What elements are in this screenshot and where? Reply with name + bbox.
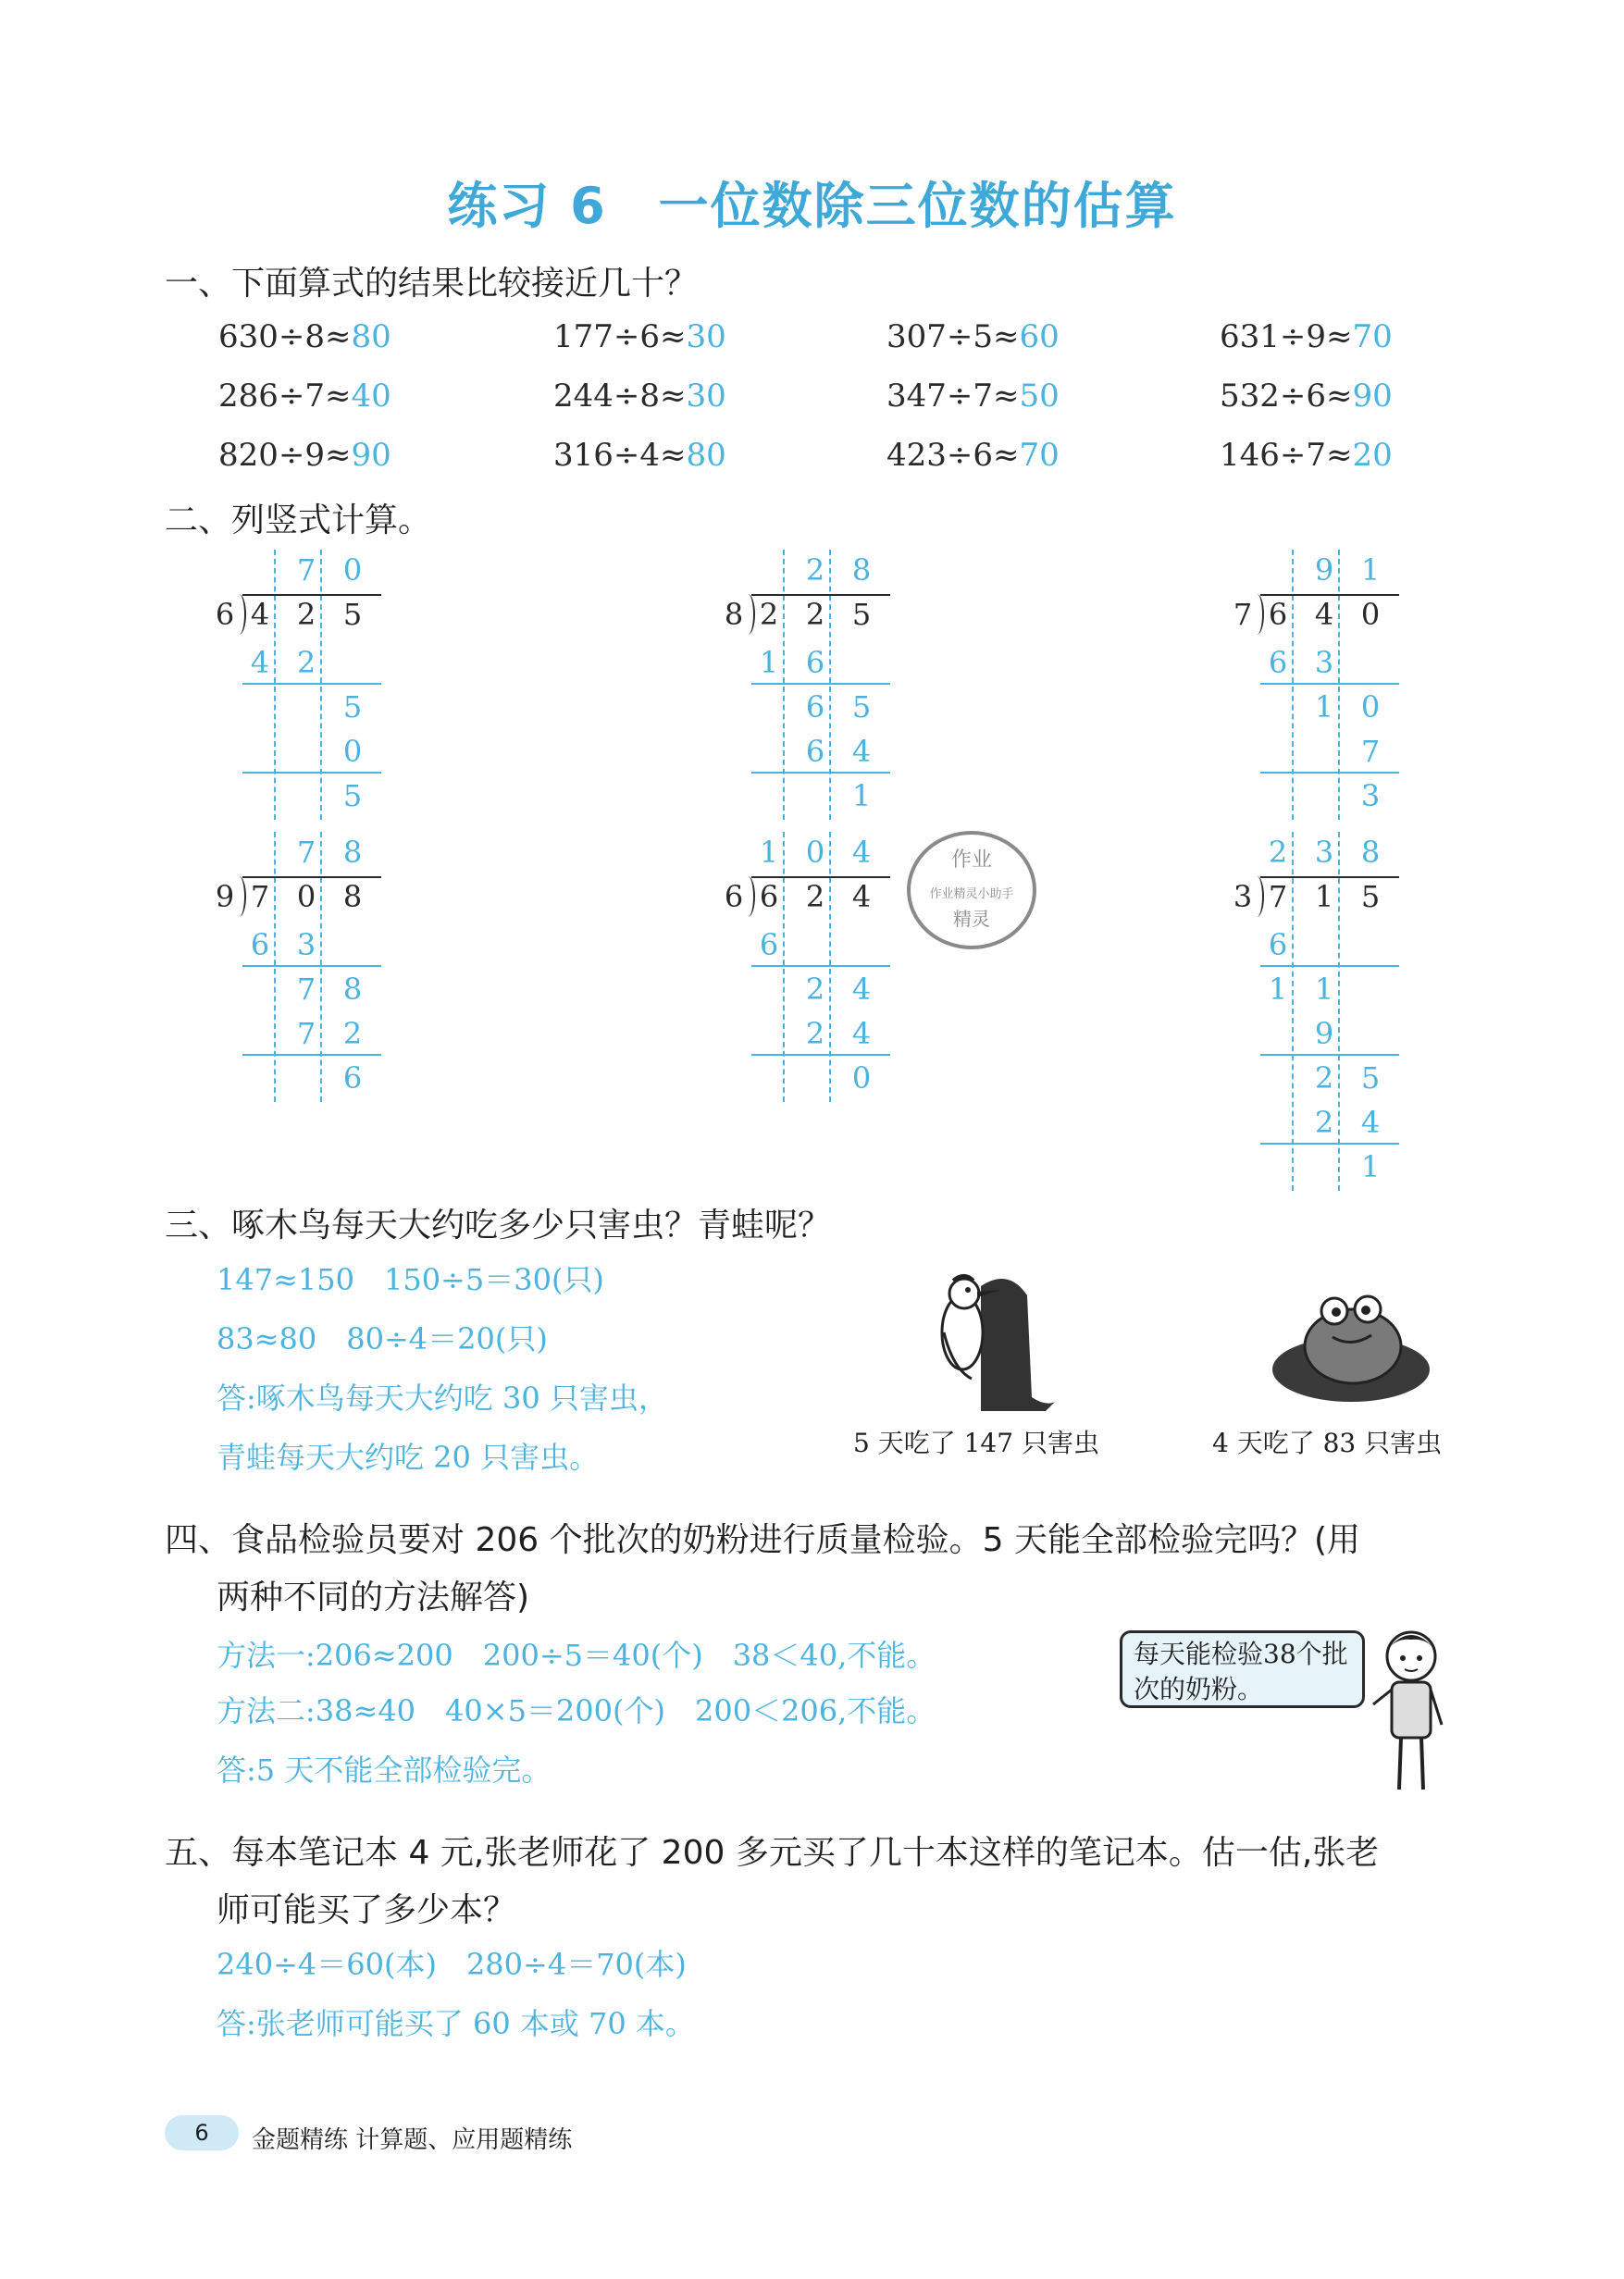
step-digit: 2 [805, 972, 825, 1007]
column-guide [829, 832, 831, 1102]
section-1-heading: 一、下面算式的结果比较接近几十？ [165, 265, 699, 303]
estimation-question: 631÷9≈ [1220, 318, 1353, 355]
estimation-question: 316÷4≈ [553, 437, 687, 474]
s3-answer-2: 青蛙每天大约吃 20 只害虫。 [217, 1440, 600, 1475]
estimation-answer: 80 [351, 318, 391, 355]
estimation-question: 146÷7≈ [1220, 437, 1353, 474]
stamp-text-top: 作业 [950, 848, 993, 872]
long-division [724, 553, 936, 833]
estimation-question: 820÷9≈ [218, 437, 352, 474]
estimation-answer: 30 [686, 318, 726, 355]
subtraction-line [751, 683, 890, 685]
column-guide [1292, 550, 1294, 820]
column-guide [783, 550, 785, 820]
estimation-answer: 70 [1352, 318, 1393, 355]
quotient-digit: 1 [1360, 552, 1381, 588]
quotient-digit: 2 [1268, 835, 1288, 870]
subtraction-line [1260, 683, 1399, 685]
subtraction-line [751, 772, 890, 774]
step-digit: 6 [759, 927, 779, 962]
subtraction-line [1260, 1143, 1399, 1145]
step-digit: 1 [1314, 689, 1334, 725]
divisor-digit: 6 [215, 597, 235, 632]
s4-answer: 答:5 天不能全部检验完。 [217, 1753, 552, 1788]
dividend-digit: 4 [250, 597, 270, 632]
subtraction-line [751, 965, 890, 967]
s3-line-1: 147≈150 150÷5＝30(只) [217, 1262, 604, 1297]
estimation-answer: 40 [351, 378, 391, 415]
step-digit: 1 [1314, 972, 1334, 1007]
quotient-digit: 3 [1314, 835, 1334, 870]
step-digit: 6 [805, 734, 825, 769]
stamp-text-mid: 作业精灵小助手 [929, 887, 1014, 901]
speech-bubble: 每天能检验38个批次的奶粉。 [1120, 1630, 1365, 1708]
column-guide [1338, 550, 1340, 820]
quotient-digit: 8 [1360, 835, 1381, 870]
estimation-question: 423÷6≈ [886, 437, 1020, 474]
s4-method-2: 方法二:38≈40 40×5＝200(个) 200＜206,不能。 [217, 1693, 936, 1728]
step-digit: 6 [805, 689, 825, 725]
division-bracket [742, 594, 755, 635]
column-guide [320, 832, 322, 1102]
subtraction-line [242, 965, 381, 967]
s4-method-1: 方法一:206≈200 200÷5＝40(个) 38＜40,不能。 [217, 1638, 936, 1673]
division-bracket [1251, 876, 1264, 917]
estimation-item [553, 378, 726, 415]
divisor-digit: 6 [724, 879, 744, 914]
step-digit: 1 [1360, 1149, 1381, 1184]
step-digit: 6 [1268, 645, 1288, 680]
estimation-question: 630÷8≈ [218, 318, 352, 355]
dividend-digit: 7 [250, 879, 270, 914]
estimation-item [218, 437, 391, 474]
quotient-digit: 8 [851, 552, 872, 588]
subtraction-line [242, 1054, 381, 1056]
quotient-digit: 1 [759, 835, 779, 870]
estimation-item [218, 378, 391, 415]
caption-frog: 4 天吃了 83 只害虫 [1212, 1428, 1443, 1458]
long-division [1233, 553, 1445, 833]
step-digit: 3 [1360, 778, 1381, 813]
step-digit: 6 [1268, 927, 1288, 962]
dividend-digit: 5 [1360, 879, 1381, 914]
stamp-logo [902, 825, 1041, 955]
estimation-answer: 70 [1019, 437, 1060, 474]
subtraction-line [242, 683, 381, 685]
column-guide [1292, 832, 1294, 1191]
column-guide [1338, 832, 1340, 1191]
dividend-digit: 0 [296, 879, 316, 914]
section-3-heading: 三、啄木鸟每天大约吃多少只害虫？青蛙呢？ [165, 1207, 832, 1245]
step-digit: 1 [851, 778, 872, 813]
step-digit: 7 [296, 972, 316, 1007]
long-division [215, 836, 428, 1115]
dividend-digit: 2 [759, 597, 779, 632]
division-bar [1260, 876, 1399, 878]
division-bracket [742, 876, 755, 917]
division-bar [1260, 594, 1399, 596]
estimation-question: 347÷7≈ [886, 378, 1020, 415]
page-title: 练习 6 一位数除三位数的估算 [447, 177, 1177, 235]
estimation-item [886, 378, 1060, 415]
step-digit: 1 [759, 645, 779, 680]
column-guide [274, 832, 276, 1102]
estimation-question: 532÷6≈ [1220, 378, 1353, 415]
step-digit: 3 [1314, 645, 1334, 680]
estimation-answer: 50 [1019, 378, 1060, 415]
estimation-item [886, 437, 1060, 474]
section-5-heading-2: 师可能买了多少本？ [217, 1891, 517, 1929]
dividend-digit: 2 [296, 597, 316, 632]
column-guide [783, 832, 785, 1102]
section-4-heading-1: 四、食品检验员要对 206 个批次的奶粉进行质量检验。5 天能全部检验完吗？(用 [165, 1521, 1360, 1559]
division-bar [242, 594, 381, 596]
step-digit: 1 [1268, 972, 1288, 1007]
footer-text: 金题精练 计算题、应用题精练 [252, 2126, 573, 2154]
column-guide [829, 550, 831, 820]
s5-answer: 答:张老师可能买了 60 本或 70 本。 [217, 2006, 695, 2041]
dividend-digit: 0 [1360, 597, 1381, 632]
dividend-digit: 6 [759, 879, 779, 914]
woodpecker-illustration [916, 1268, 1064, 1416]
step-digit: 5 [342, 689, 363, 725]
step-digit: 8 [342, 972, 363, 1007]
dividend-digit: 4 [851, 879, 872, 914]
dividend-digit: 4 [1314, 597, 1334, 632]
subtraction-line [751, 1054, 890, 1056]
divisor-digit: 9 [215, 879, 235, 914]
column-guide [274, 550, 276, 820]
s3-answer-1: 答:啄木鸟每天大约吃 30 只害虫， [217, 1381, 668, 1416]
estimation-answer: 60 [1019, 318, 1060, 355]
division-bar [751, 594, 890, 596]
dividend-digit: 6 [1268, 597, 1288, 632]
dividend-digit: 1 [1314, 879, 1334, 914]
subtraction-line [1260, 1054, 1399, 1056]
stamp-text-bottom: 精灵 [953, 908, 990, 930]
step-digit: 2 [805, 1016, 825, 1051]
divisor-digit: 3 [1233, 879, 1253, 914]
long-division [1233, 836, 1445, 1204]
step-digit: 6 [342, 1060, 363, 1096]
quotient-digit: 9 [1314, 552, 1334, 588]
dividend-digit: 5 [342, 597, 363, 632]
estimation-question: 307÷5≈ [886, 318, 1020, 355]
estimation-item [218, 318, 391, 355]
step-digit: 9 [1314, 1016, 1334, 1051]
dividend-digit: 2 [805, 879, 825, 914]
step-digit: 0 [342, 734, 363, 769]
estimation-answer: 90 [1352, 378, 1393, 415]
estimation-item [553, 437, 726, 474]
boy-illustration [1360, 1621, 1462, 1797]
subtraction-line [242, 772, 381, 774]
dividend-digit: 5 [851, 597, 872, 632]
division-bracket [1251, 594, 1264, 635]
long-division [215, 553, 428, 833]
step-digit: 4 [851, 972, 872, 1007]
divisor-digit: 7 [1233, 597, 1253, 632]
s3-line-2: 83≈80 80÷4＝20(只) [217, 1321, 548, 1356]
subtraction-line [1260, 772, 1399, 774]
step-digit: 4 [1360, 1105, 1381, 1140]
subtraction-line [1260, 965, 1399, 967]
step-digit: 2 [296, 645, 316, 680]
estimation-question: 244÷8≈ [553, 378, 687, 415]
section-5-heading-1: 五、每本笔记本 4 元,张老师花了 200 多元买了几十本这样的笔记本。估一估,张老 [165, 1834, 1380, 1872]
step-digit: 5 [1360, 1060, 1381, 1096]
estimation-answer: 20 [1352, 437, 1393, 474]
estimation-answer: 90 [351, 437, 391, 474]
estimation-item [553, 318, 726, 355]
division-bracket [233, 594, 246, 635]
step-digit: 7 [296, 1016, 316, 1051]
step-digit: 2 [1314, 1105, 1334, 1140]
step-digit: 0 [851, 1060, 872, 1096]
caption-woodpecker: 5 天吃了 147 只害虫 [853, 1428, 1099, 1458]
step-digit: 6 [250, 927, 270, 962]
column-guide [320, 550, 322, 820]
step-digit: 7 [1360, 734, 1381, 769]
division-bar [751, 876, 890, 878]
step-digit: 4 [851, 734, 872, 769]
estimation-item [1220, 437, 1393, 474]
estimation-answer: 80 [686, 437, 726, 474]
step-digit: 6 [805, 645, 825, 680]
frog-illustration [1268, 1282, 1434, 1406]
division-bar [242, 876, 381, 878]
step-digit: 5 [851, 689, 872, 725]
step-digit: 4 [851, 1016, 872, 1051]
s5-line-1: 240÷4＝60(本) 280÷4＝70(本) [217, 1947, 687, 1982]
estimation-item [1220, 318, 1393, 355]
step-digit: 4 [250, 645, 270, 680]
estimation-answer: 30 [686, 378, 726, 415]
step-digit: 2 [1314, 1060, 1334, 1096]
step-digit: 0 [1360, 689, 1381, 725]
divisor-digit: 8 [724, 597, 744, 632]
quotient-digit: 7 [296, 552, 316, 588]
section-4-heading-2: 两种不同的方法解答) [217, 1579, 530, 1616]
quotient-digit: 0 [805, 835, 825, 870]
page-number: 6 [165, 2115, 239, 2150]
quotient-digit: 8 [342, 835, 363, 870]
estimation-question: 286÷7≈ [218, 378, 352, 415]
quotient-digit: 7 [296, 835, 316, 870]
dividend-digit: 8 [342, 879, 363, 914]
dividend-digit: 2 [805, 597, 825, 632]
division-bracket [233, 876, 246, 917]
quotient-digit: 0 [342, 552, 363, 588]
step-digit: 3 [296, 927, 316, 962]
step-digit: 5 [342, 778, 363, 813]
estimation-item [1220, 378, 1393, 415]
quotient-digit: 2 [805, 552, 825, 588]
estimation-question: 177÷6≈ [553, 318, 687, 355]
dividend-digit: 7 [1268, 879, 1288, 914]
quotient-digit: 4 [851, 835, 872, 870]
step-digit: 2 [342, 1016, 363, 1051]
estimation-item [886, 318, 1060, 355]
section-2-heading: 二、列竖式计算。 [165, 502, 432, 539]
